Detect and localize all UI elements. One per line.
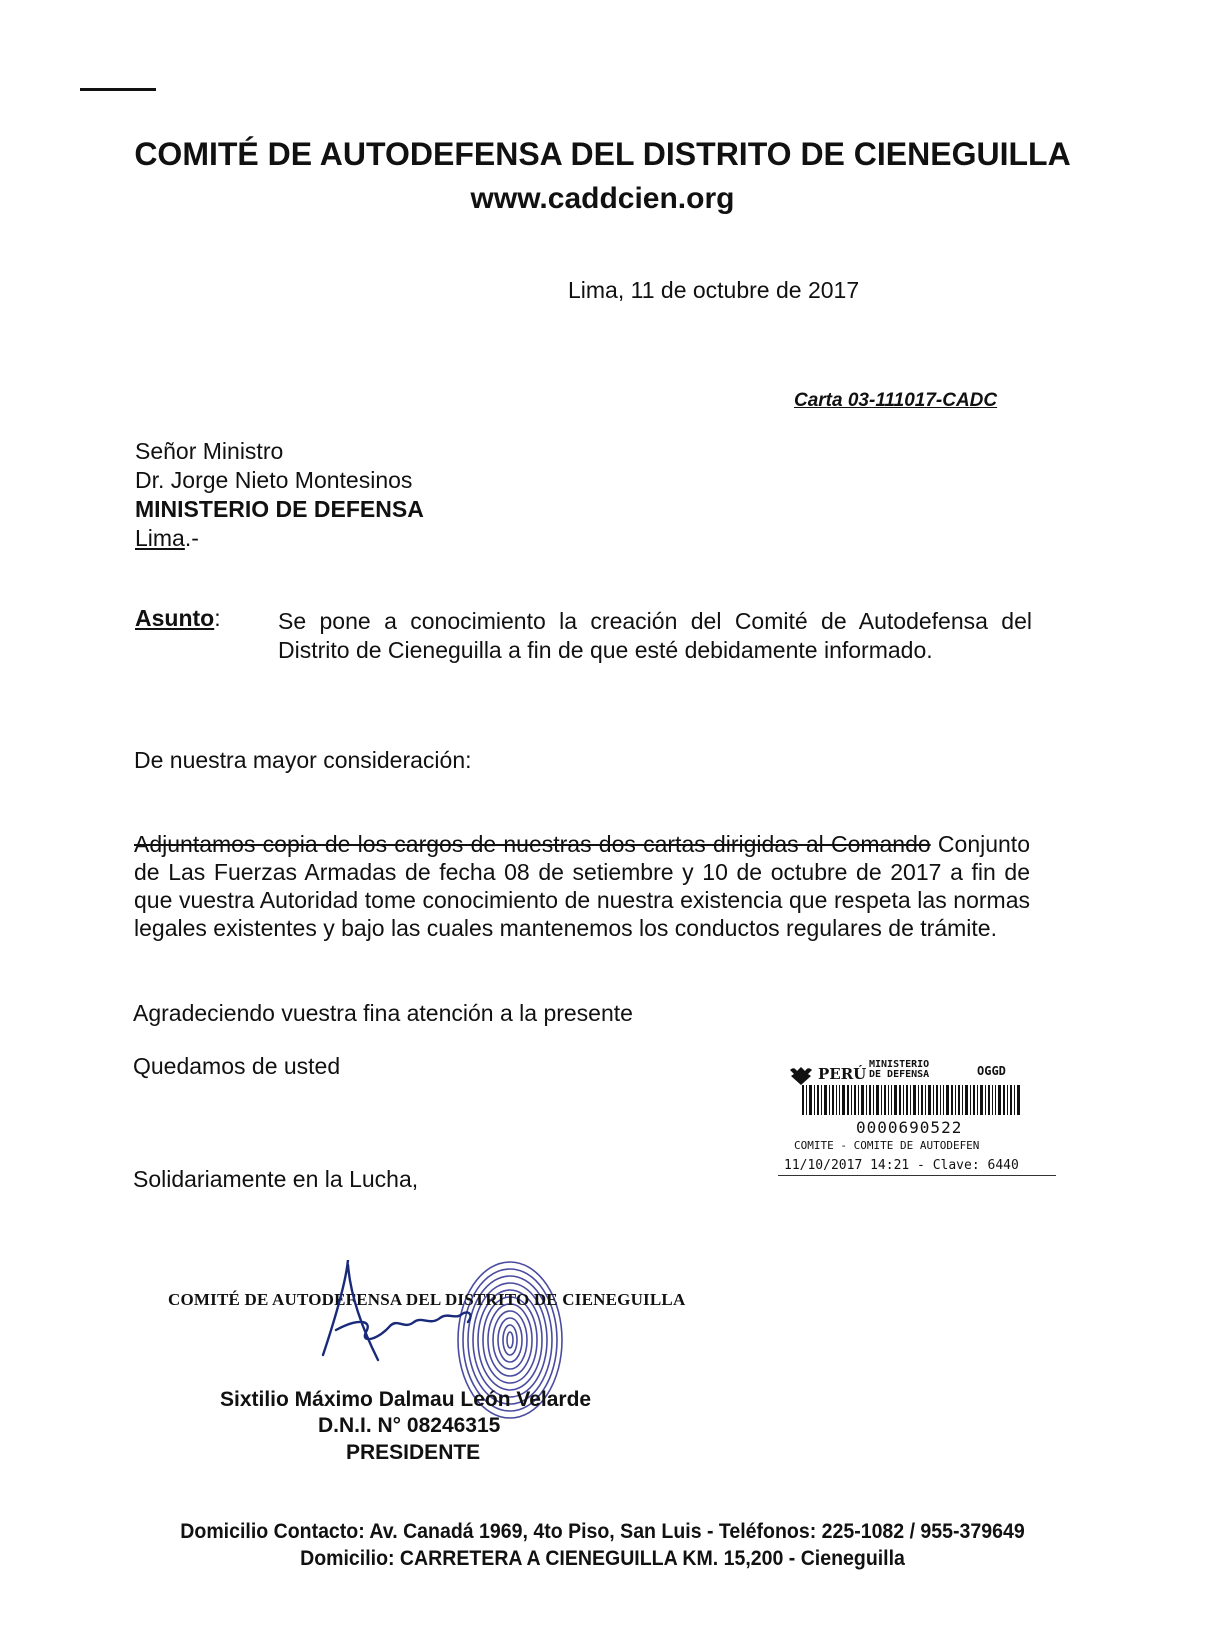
body-paragraph	[134, 830, 1030, 942]
signer-name: Sixtilio Máximo Dalmau León Velarde	[220, 1388, 592, 1411]
stamp-datetime: 11/10/2017 14:21 - Clave: 6440	[784, 1158, 1019, 1173]
closing-line: Solidariamente en la Lucha,	[133, 1166, 419, 1192]
letterhead-website[interactable]: www.caddcien.org	[470, 182, 735, 215]
signer-dni: D.N.I. N° 08246315	[318, 1414, 501, 1437]
stamp-number: 0000690522	[856, 1118, 963, 1137]
stamp-sender: COMITE - COMITE DE AUTODEFEN	[794, 1139, 980, 1152]
addressee-institution: MINISTERIO DE DEFENSA	[135, 496, 424, 522]
top-rule	[80, 88, 156, 91]
stamp-country: PERÚ	[818, 1065, 867, 1083]
addressee-title: Señor Ministro	[135, 438, 284, 464]
barcode	[802, 1085, 1022, 1115]
footer-address: Domicilio: CARRETERA A CIENEGUILLA KM. 15,200 - Cieneguilla	[300, 1547, 905, 1570]
addressee-name: Dr. Jorge Nieto Montesinos	[135, 467, 413, 493]
body-rest: Conjunto de Las Fuerzas Armadas de fecha 08 de setiembre y 10 de octubre de 2017 a fin de que vuestra Autoridad tome conocimiento de nuestra existencia que respeta las normas legales existentes y bajo las cuales mantenemos los conductos regulares de trámite.	[134, 831, 1030, 941]
signer-role: PRESIDENTE	[346, 1441, 481, 1464]
letter-date: Lima, 11 de octubre de 2017	[568, 277, 860, 303]
stamp-office: OGGD	[977, 1064, 1006, 1078]
body-first-line: Adjuntamos copia de los cargos de nuestras dos cartas dirigidas al Comando	[134, 831, 931, 857]
subject-label: Asunto:	[135, 605, 221, 631]
addressee-block	[135, 437, 424, 553]
thanks-line: Agradeciendo vuestra fina atención a la presente	[133, 1000, 633, 1026]
stamp-ministry: MINISTERIO DE DEFENSA	[869, 1059, 930, 1080]
reception-stamp	[772, 1055, 1062, 1185]
greeting: De nuestra mayor consideración:	[134, 747, 472, 773]
footer-contact: Domicilio Contacto: Av. Canadá 1969, 4to Piso, San Luis - Teléfonos: 225-1082 / 955-379649	[180, 1520, 1025, 1543]
letter-reference: Carta 03-111017-CADC	[794, 390, 998, 411]
signature-organization: COMITÉ DE AUTODEFENSA DEL DISTRITO DE CIENEGUILLA	[168, 1290, 686, 1309]
letterhead-title: COMITÉ DE AUTODEFENSA DEL DISTRITO DE CIENEGUILLA	[134, 136, 1071, 172]
coat-of-arms-icon	[788, 1064, 814, 1086]
addressee-city: Lima.-	[135, 525, 199, 551]
regards-line: Quedamos de usted	[133, 1053, 341, 1079]
stamp-underline	[778, 1175, 1056, 1176]
handwritten-signature	[318, 1260, 478, 1380]
subject-text: Se pone a conocimiento la creación del Comité de Autodefensa del Distrito de Cieneguilla a fin de que esté debidamente informado.	[278, 608, 1032, 663]
